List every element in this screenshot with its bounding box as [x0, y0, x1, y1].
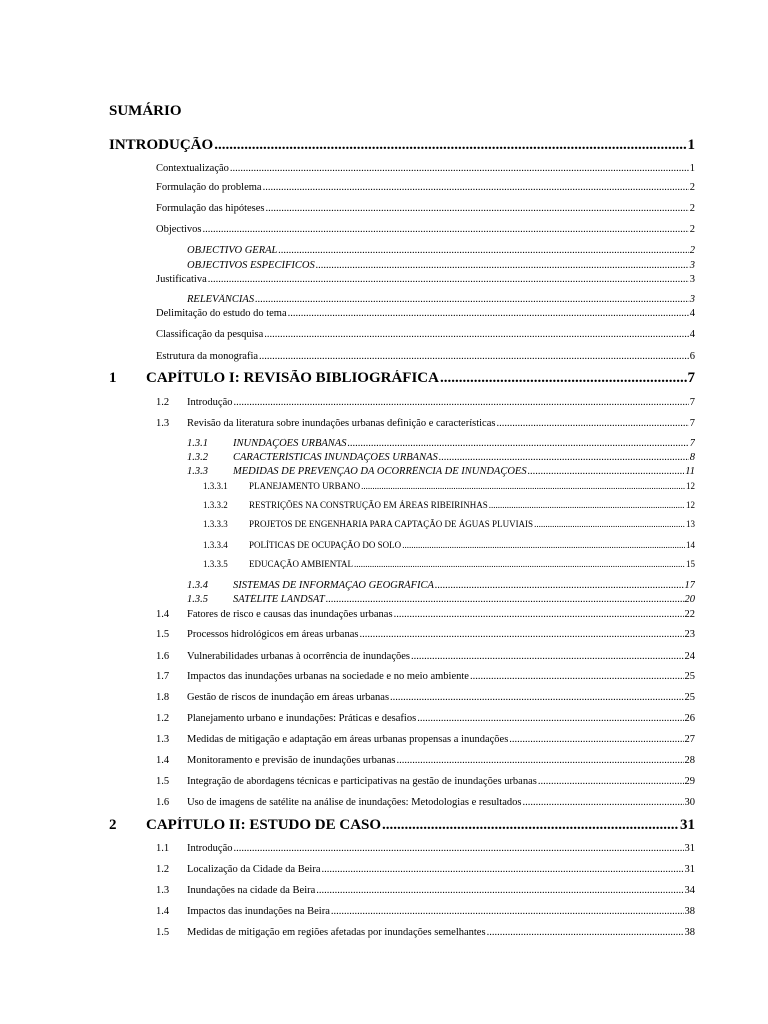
dot-leader — [402, 540, 685, 550]
entry-page: 3 — [689, 294, 695, 305]
entry-number: 1.3.3.2 — [203, 500, 228, 510]
entry-number: 1.5 — [156, 927, 170, 938]
toc-entry[interactable] — [156, 927, 695, 938]
entry-label: CAPÍTULO II: ESTUDO DE CASO — [146, 817, 382, 833]
entry-page: 1 — [689, 163, 695, 174]
entry-number: 1.3 — [156, 885, 170, 896]
dot-leader — [394, 609, 684, 620]
entry-page: 6 — [689, 351, 695, 362]
entry-label: PLANEJAMENTO URBANO — [249, 481, 361, 491]
entry-page: 31 — [684, 843, 695, 854]
entry-number: 1.4 — [156, 906, 170, 917]
dot-leader — [361, 481, 685, 491]
entry-page: 2 — [689, 203, 695, 214]
dot-leader — [288, 308, 689, 319]
dot-leader — [208, 274, 689, 285]
entry-number: 1.6 — [156, 651, 170, 662]
toc-entry[interactable] — [156, 843, 695, 854]
dot-leader — [470, 671, 684, 682]
entry-page: 14 — [686, 540, 695, 550]
dot-leader — [439, 452, 689, 463]
entry-label: Delimitação do estudo do tema — [156, 308, 287, 319]
toc-entry-chapter-1[interactable] — [109, 370, 695, 387]
entry-page: 38 — [684, 927, 695, 938]
dot-leader — [316, 885, 683, 896]
entry-label: Monitoramento e previsão de inundações urbanas — [187, 755, 396, 766]
entry-page: 22 — [684, 609, 695, 620]
entry-label: INUNDAÇÕES URBANAS — [233, 438, 347, 449]
dot-leader — [496, 418, 688, 429]
entry-number: 1.3.3.4 — [203, 540, 228, 550]
dot-leader — [264, 329, 688, 340]
entry-page: 27 — [684, 734, 695, 745]
dot-leader — [203, 224, 689, 235]
dot-leader — [534, 519, 685, 529]
toc-entry[interactable] — [187, 594, 695, 605]
toc-entry[interactable] — [156, 329, 695, 340]
toc-entry[interactable] — [156, 629, 695, 640]
entry-page: 30 — [684, 797, 695, 808]
entry-number: 1.3.2 — [187, 452, 208, 463]
entry-page: 29 — [684, 776, 695, 787]
entry-number: 1.3.4 — [187, 580, 208, 591]
toc-entry[interactable] — [156, 906, 695, 917]
toc-entry[interactable] — [156, 308, 695, 319]
entry-number: 1.8 — [156, 692, 170, 703]
entry-page: 26 — [684, 713, 695, 724]
entry-label: Justificativa — [156, 274, 207, 285]
dot-leader — [538, 776, 684, 787]
entry-label: Gestão de riscos de inundação em áreas urbanas — [187, 692, 390, 703]
entry-label: Medidas de mitigação em regiões afetadas por inundações semelhantes — [187, 927, 486, 938]
toc-entry[interactable] — [156, 692, 695, 703]
entry-label: Formulação do problema — [156, 182, 262, 193]
entry-page: 7 — [687, 370, 695, 386]
entry-label: Classificação da pesquisa — [156, 329, 264, 340]
toc-entry-introduction[interactable] — [109, 137, 695, 154]
entry-page: 31 — [680, 817, 695, 833]
entry-label: Introdução — [187, 397, 233, 408]
dot-leader — [230, 163, 689, 174]
entry-label: Impactos das inundações na Beira — [187, 906, 330, 917]
entry-page: 3 — [689, 274, 695, 285]
entry-page: 7 — [689, 418, 695, 429]
entry-label: Localização da Cidade da Beira — [187, 864, 321, 875]
dot-leader — [396, 755, 683, 766]
dot-leader — [411, 651, 684, 662]
entry-number: 1.3.3 — [187, 466, 208, 477]
entry-page: 12 — [686, 500, 695, 510]
entry-label: OBJECTIVOS ESPECÍFICOS — [187, 260, 315, 271]
dot-leader — [528, 466, 685, 477]
toc-entry[interactable] — [156, 671, 695, 682]
toc-entry[interactable] — [203, 481, 695, 491]
entry-label: OBJECTIVO GERAL — [187, 245, 278, 256]
entry-label: MEDIDAS DE PREVENÇÃO DA OCORRÊNCIA DE INUNDAÇÕES — [233, 466, 527, 477]
entry-number: 1.7 — [156, 671, 170, 682]
entry-label: Planejamento urbano e inundações: Práticas e desafios — [187, 713, 417, 724]
entry-label: RELEVÂNCIAS — [187, 294, 255, 305]
entry-page: 34 — [684, 885, 695, 896]
entry-page: 24 — [684, 651, 695, 662]
toc-entry[interactable] — [187, 245, 695, 256]
dot-leader — [326, 594, 684, 605]
entry-page: 28 — [684, 755, 695, 766]
entry-number: 1.3 — [156, 418, 170, 429]
dot-leader — [417, 713, 683, 724]
entry-label: Vulnerabilidades urbanas à ocorrência de inundações — [187, 651, 410, 662]
entry-number: 1.4 — [156, 609, 170, 620]
dot-leader — [382, 817, 679, 834]
entry-page: 20 — [684, 594, 695, 605]
entry-label: SISTEMAS DE INFORMAÇÃO GEOGRÁFICA — [233, 580, 434, 591]
entry-number: 1.2 — [156, 713, 170, 724]
entry-page: 38 — [684, 906, 695, 917]
entry-page: 7 — [689, 438, 695, 449]
dot-leader — [265, 203, 688, 214]
toc-entry[interactable] — [156, 797, 695, 808]
entry-label: Introdução — [187, 843, 233, 854]
toc-entry[interactable] — [187, 466, 695, 477]
entry-page: 15 — [686, 559, 695, 569]
entry-number: 1.6 — [156, 797, 170, 808]
dot-leader — [435, 580, 684, 591]
toc-entry[interactable] — [156, 864, 695, 875]
entry-label: Objectivos — [156, 224, 202, 235]
toc-entry[interactable] — [156, 609, 695, 620]
entry-label: Medidas de mitigação e adaptação em áreas urbanas propensas a inundações — [187, 734, 509, 745]
entry-number: 1.3 — [156, 734, 170, 745]
dot-leader — [359, 629, 683, 640]
dot-leader — [347, 438, 688, 449]
toc-entry[interactable] — [156, 182, 695, 193]
entry-page: 7 — [689, 397, 695, 408]
dot-leader — [259, 351, 689, 362]
entry-label: Estrutura da monografia — [156, 351, 259, 362]
toc-entry[interactable] — [156, 776, 695, 787]
entry-page: 4 — [689, 329, 695, 340]
toc-entry[interactable] — [156, 885, 695, 896]
entry-number: 1.5 — [156, 629, 170, 640]
entry-number: 1.3.5 — [187, 594, 208, 605]
dot-leader — [263, 182, 689, 193]
dot-leader — [522, 797, 683, 808]
dot-leader — [390, 692, 683, 703]
entry-page: 8 — [689, 452, 695, 463]
entry-label: Revisão da literatura sobre inundações urbanas definição e características — [187, 418, 496, 429]
entry-number: 1.4 — [156, 755, 170, 766]
entry-page: 3 — [689, 260, 695, 271]
entry-page: 25 — [684, 692, 695, 703]
entry-label: Integração de abordagens técnicas e participativas na gestão de inundações urbanas — [187, 776, 537, 787]
entry-label: POLÍTICAS DE OCUPAÇÃO DO SOLO — [249, 540, 402, 550]
dot-leader — [233, 397, 688, 408]
entry-page: 1 — [687, 137, 695, 153]
toc-entry[interactable] — [203, 540, 695, 550]
toc-entry[interactable] — [156, 274, 695, 285]
dot-leader — [354, 559, 685, 569]
entry-number: 2 — [109, 817, 117, 833]
entry-label: INTRODUÇÃO — [109, 137, 214, 153]
entry-label: Processos hidrológicos em áreas urbanas — [187, 629, 359, 640]
toc-entry[interactable] — [203, 500, 695, 510]
toc-entry-chapter-2[interactable] — [109, 817, 695, 834]
dot-leader — [214, 137, 686, 154]
entry-label: CAPÍTULO I: REVISÃO BIBLIOGRÁFICA — [146, 370, 439, 386]
entry-page: 2 — [689, 224, 695, 235]
entry-label: CARACTERÍSTICAS INUNDAÇÕES URBANAS — [233, 452, 438, 463]
toc-entry[interactable] — [156, 351, 695, 362]
toc-entry[interactable] — [187, 580, 695, 591]
entry-label: Impactos das inundações urbanas na sociedade e no meio ambiente — [187, 671, 469, 682]
entry-page: 11 — [685, 466, 695, 477]
entry-number: 1.3.3.3 — [203, 519, 228, 529]
entry-page: 31 — [684, 864, 695, 875]
entry-page: 25 — [684, 671, 695, 682]
toc-entry[interactable] — [156, 397, 695, 408]
dot-leader — [509, 734, 683, 745]
dot-leader — [489, 500, 685, 510]
entry-number: 1.1 — [156, 843, 170, 854]
toc-entry[interactable] — [187, 452, 695, 463]
dot-leader — [440, 370, 687, 387]
entry-number: 1.2 — [156, 397, 170, 408]
entry-label: Formulação das hipóteses — [156, 203, 265, 214]
entry-label: SATÉLITE LANDSAT — [233, 594, 325, 605]
toc-entry[interactable] — [187, 438, 695, 449]
entry-page: 12 — [686, 481, 695, 491]
toc-entry[interactable] — [156, 224, 695, 235]
entry-label: EDUCAÇÃO AMBIENTAL — [249, 559, 354, 569]
dot-leader — [255, 294, 689, 305]
toc-entry[interactable] — [187, 294, 695, 305]
entry-number: 1.5 — [156, 776, 170, 787]
toc-entry[interactable] — [156, 713, 695, 724]
dot-leader — [487, 927, 684, 938]
entry-page: 23 — [684, 629, 695, 640]
entry-page: 13 — [686, 519, 695, 529]
toc-entry[interactable] — [156, 203, 695, 214]
entry-label: Inundações na cidade da Beira — [187, 885, 316, 896]
dot-leader — [331, 906, 684, 917]
entry-label: Fatores de risco e causas das inundações urbanas — [187, 609, 393, 620]
entry-number: 1.3.1 — [187, 438, 208, 449]
entry-label: RESTRIÇÕES NA CONSTRUÇÃO EM ÁREAS RIBEIRINHAS — [249, 500, 488, 510]
toc-entry[interactable] — [156, 755, 695, 766]
dot-leader — [316, 260, 689, 271]
dot-leader — [278, 245, 688, 256]
entry-page: 2 — [689, 245, 695, 256]
entry-number: 1 — [109, 370, 117, 386]
entry-page: 4 — [689, 308, 695, 319]
entry-page: 2 — [689, 182, 695, 193]
toc-title: SUMÁRIO — [109, 103, 182, 119]
toc-entry[interactable] — [156, 163, 695, 174]
entry-number: 1.3.3.5 — [203, 559, 228, 569]
entry-number: 1.3.3.1 — [203, 481, 228, 491]
toc-entry[interactable] — [156, 734, 695, 745]
toc-entry[interactable] — [203, 519, 695, 529]
entry-label: Contextualização — [156, 163, 229, 174]
entry-page: 17 — [684, 580, 695, 591]
entry-label: PROJETOS DE ENGENHARIA PARA CAPTAÇÃO DE ÁGUAS PLUVIAIS — [249, 519, 534, 529]
toc-entry[interactable] — [156, 651, 695, 662]
toc-entry[interactable] — [156, 418, 695, 429]
entry-label: Uso de imagens de satélite na análise de inundações: Metodologias e resultados — [187, 797, 522, 808]
toc-entry[interactable] — [203, 559, 695, 569]
dot-leader — [322, 864, 684, 875]
entry-number: 1.2 — [156, 864, 170, 875]
toc-entry[interactable] — [187, 260, 695, 271]
dot-leader — [233, 843, 683, 854]
